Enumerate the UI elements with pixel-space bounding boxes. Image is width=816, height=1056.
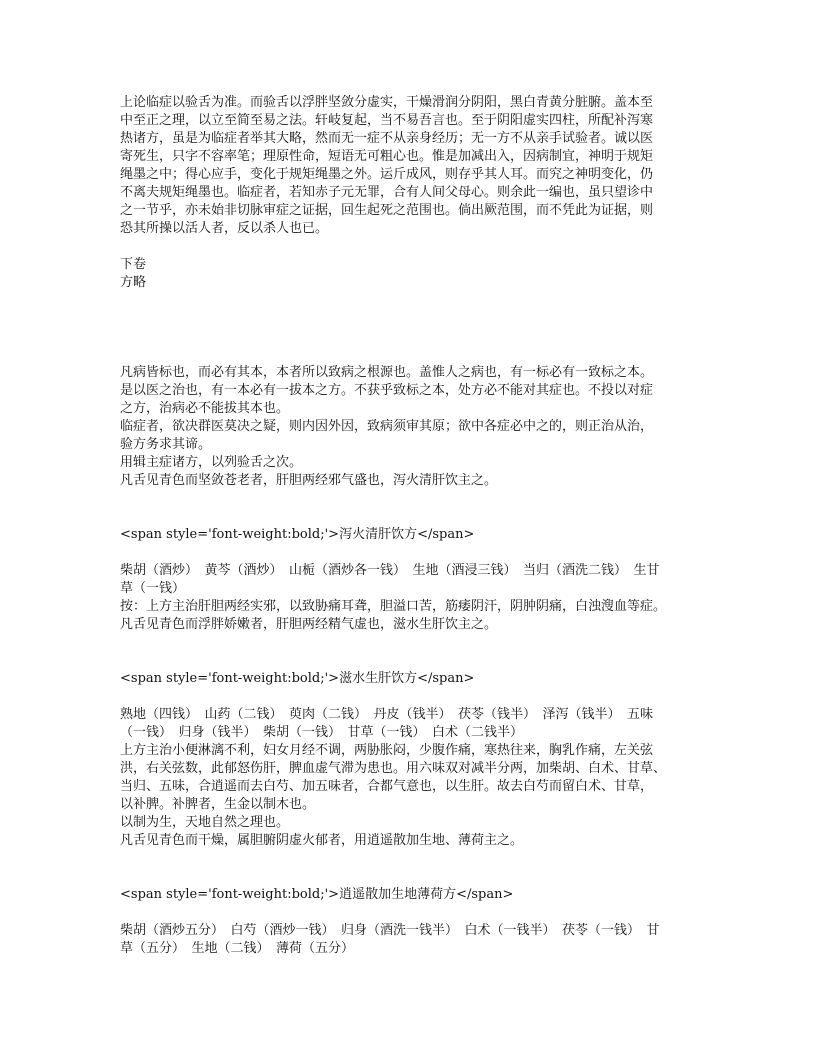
formula-ingredients xyxy=(120,706,700,742)
text-line: 中至正之理，以立至简至易之法。轩岐复起，当不易吾言也。至于阴阳虚实四柱，所配补泻寒 xyxy=(120,113,654,128)
formula-ingredients xyxy=(120,922,700,958)
text-line: 凡舌见青色而浮胖娇嫩者，肝胆两经精气虚也，滋水生肝饮主之。 xyxy=(120,617,498,632)
text-line: 之方，治病必不能拔其本也。 xyxy=(120,401,290,416)
text-line: 以补脾。补脾者，生金以制木也。 xyxy=(120,797,316,812)
formula-heading: <span style='font-weight:bold;'>逍遥散加生地薄荷方</span> xyxy=(120,887,514,902)
text-line: 凡舌见青色而坚敛苍老者，肝胆两经邪气盛也，泻火清肝饮主之。 xyxy=(120,473,498,488)
text-line: 上方主治小便淋漓不利，妇女月经不调，两胁胀闷，少腹作痛，寒热往来，胸乳作痛，左关弦 xyxy=(120,743,654,758)
volume-title: 下卷 xyxy=(120,257,147,272)
text-line: 之一节乎，亦未始非切脉审症之证据，回生起死之范围也。倘出厥范围，而不凭此为证据，则 xyxy=(120,203,654,218)
text-line: 柴胡（酒炒五分） 白芍（酒炒一钱） 归身（酒洗一钱半） 白术（一钱半） 茯苓（一钱） 甘 xyxy=(120,923,660,938)
text-line: 洪，右关弦数，此郁怒伤肝，脾血虚气滞为患也。用六味双对减半分两，加柴胡、白术、甘草、 xyxy=(120,761,667,776)
text-line: 上论临症以验舌为准。而验舌以浮胖坚敛分虚实，干燥滑润分阴阳，黑白青黄分脏腑。盖本至 xyxy=(120,95,654,110)
formula-ingredients xyxy=(120,562,700,598)
text-line: （一钱） 归身（钱半） 柴胡（一钱） 甘草（一钱） 白术（二钱半） xyxy=(120,725,524,740)
text-line: 绳墨之中；得心应手，变化于规矩绳墨之外。运斤成风，则存乎其人耳。而究之神明变化，仍 xyxy=(120,167,654,182)
text-line: 临症者，欲决群医莫决之疑，则内因外因，致病须审其原；欲中各症必中之的，则正治从治， xyxy=(120,419,654,434)
text-line: 以制为生，天地自然之理也。 xyxy=(120,815,290,830)
text-line: 草（五分） 生地（二钱） 薄荷（五分） xyxy=(120,941,355,956)
text-line: 草（一钱） xyxy=(120,581,186,596)
formula-notes xyxy=(120,742,700,850)
text-line: 热诸方，虽是为临症者举其大略，然而无一症不从亲身经历；无一方不从亲手试验者。诚以医 xyxy=(120,131,654,146)
text-line: 不离夫规矩绳墨也。临症者，若知赤子元无罪，合有人间父母心。则余此一编也，虽只望诊中 xyxy=(120,185,654,200)
text-line: 当归、五味，合逍遥而去白芍、加五味者，合都气意也，以生肝。故去白芍而留白术、甘草， xyxy=(120,779,654,794)
general-paragraph xyxy=(120,364,700,490)
intro-paragraph xyxy=(120,94,700,238)
text-line: 是以医之治也，有一本必有一拔本之方。不获乎致标之本，处方必不能对其症也。不投以对症 xyxy=(120,383,654,398)
formula-heading: <span style='font-weight:bold;'>泻火清肝饮方</span> xyxy=(120,527,475,542)
text-line: 寄死生，只字不容率笔；理原性命，短语无可粗心也。惟是加减出入，因病制宜，神明于规矩 xyxy=(120,149,654,164)
text-line: 按：上方主治肝胆两经实邪，以致胁痛耳聋，胆溢口苦，筋痿阴汗，阴肿阴痛，白浊溲血等症。 xyxy=(120,599,667,614)
text-line: 验方务求其谛。 xyxy=(120,437,212,452)
text-line: 凡病皆标也，而必有其本，本者所以致病之根源也。盖惟人之病也，有一标必有一致标之本。 xyxy=(120,365,654,380)
formula-notes xyxy=(120,598,700,634)
formula-heading: <span style='font-weight:bold;'>滋水生肝饮方</span> xyxy=(120,671,475,686)
text-line: 柴胡（酒炒） 黄芩（酒炒） 山栀（酒炒各一钱） 生地（酒浸三钱） 当归（酒洗二钱） 生甘 xyxy=(120,563,660,578)
document-page xyxy=(120,94,700,958)
text-line: 用辑主症诸方，以列验舌之次。 xyxy=(120,455,303,470)
section-title: 方略 xyxy=(120,275,147,290)
text-line: 熟地（四钱） 山药（二钱） 萸肉（二钱） 丹皮（钱半） 茯苓（钱半） 泽泻（钱半） 五味 xyxy=(120,707,654,722)
text-line: 恐其所操以活人者，反以杀人也已。 xyxy=(120,221,329,236)
text-line: 凡舌见青色而干燥，属胆腑阴虚火郁者，用逍遥散加生地、薄荷主之。 xyxy=(120,833,524,848)
